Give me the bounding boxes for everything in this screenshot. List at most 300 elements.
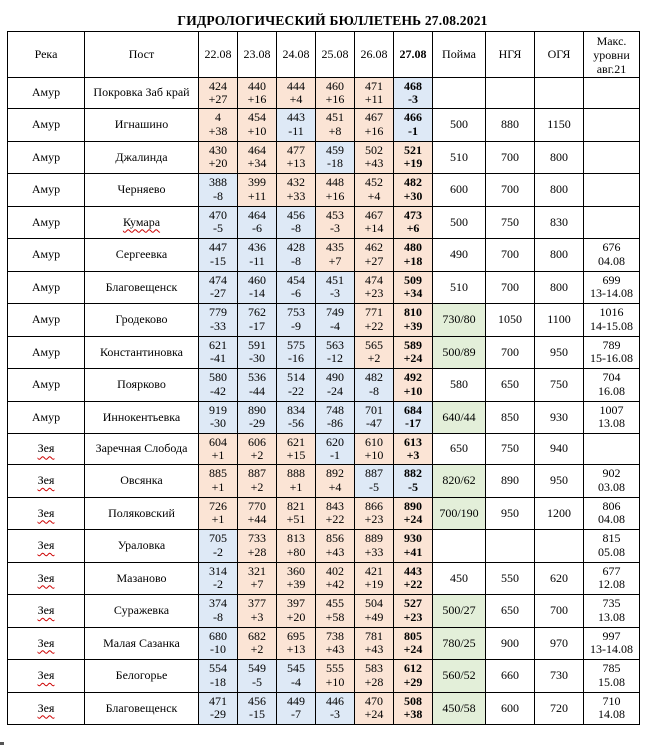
post-cell: Суражевка [85,595,199,628]
level-value: 360 [287,563,305,578]
level-cell [277,627,316,660]
level-change: -2 [213,577,223,592]
nya-cell: 750 [486,206,535,239]
post-cell: Мазаново [85,562,199,595]
level-change: +16 [364,123,384,138]
level-change: +10 [247,123,267,138]
header-nya: НГЯ [486,32,535,78]
post-cell: Малая Сазанка [85,627,199,660]
table-row [8,174,640,207]
level-change: -9 [291,318,301,333]
max-cell [584,206,640,239]
level-value: 435 [326,240,344,255]
max-date: 04.08 [598,512,625,527]
level-value: 810 [404,305,422,320]
level-cell [277,78,316,109]
level-change: +3 [406,448,420,462]
table-row [8,271,640,304]
floodplain-cell: 580 [433,369,486,402]
level-change: +43 [364,642,384,657]
level-change: +24 [403,512,423,527]
level-cell [238,369,277,402]
level-change: +39 [403,318,423,333]
table-row [8,497,640,530]
level-value: 888 [287,466,305,481]
level-cell [355,239,394,272]
max-level: 735 [602,596,621,611]
post-cell: Сергеевка [85,239,199,272]
level-value: 589 [404,337,422,352]
nya-cell: 900 [486,627,535,660]
bulletin-title: ГИДРОЛОГИЧЕСКИЙ БЮЛЛЕТЕНЬ 27.08.2021 [177,13,488,28]
nya-cell: 550 [486,562,535,595]
river-cell: Зея [8,530,85,563]
level-value: 555 [326,661,344,676]
level-change: +34 [247,156,267,171]
level-change: +24 [364,707,384,722]
level-cell [238,109,277,142]
oya-cell: 620 [535,562,584,595]
level-cell [316,497,355,530]
oya-cell: 1200 [535,497,584,530]
level-cell [355,530,394,563]
hydro-table [7,31,640,725]
floodplain-cell [433,530,486,563]
level-cell [199,692,238,725]
nya-cell: 890 [486,465,535,498]
level-change: +1 [211,448,225,462]
level-change: +41 [403,544,423,559]
nya-cell: 700 [486,239,535,272]
level-change: +20 [286,609,306,624]
floodplain-cell: 450/58 [433,692,486,725]
max-cell [584,369,640,402]
level-cell [316,627,355,660]
river-cell: Зея [8,434,85,465]
header-date-27: 27.08 [394,32,433,78]
level-cell [238,401,277,434]
level-value: 613 [404,434,422,449]
level-cell [277,434,316,465]
nya-cell: 950 [486,497,535,530]
post-cell: Благовещенск [85,692,199,725]
post-cell: Гродеково [85,304,199,337]
level-change: +80 [286,544,306,559]
level-cell [199,78,238,109]
level-change: -17 [249,318,265,333]
max-level: 676 [602,240,621,255]
level-change: +10 [325,674,345,689]
river-cell: Зея [8,660,85,693]
level-cell [355,465,394,498]
river-cell: Амур [8,109,85,142]
level-cell [316,78,355,109]
level-cell [355,271,394,304]
level-change: -22 [288,383,304,398]
level-value: 474 [209,272,227,287]
floodplain-cell: 640/44 [433,401,486,434]
floodplain-cell: 500 [433,109,486,142]
level-cell [316,401,355,434]
level-cell [355,497,394,530]
level-change: -5 [408,479,418,494]
level-cell [238,627,277,660]
level-change: +4 [328,479,342,494]
level-change: -3 [330,286,340,301]
level-change: +16 [325,92,345,106]
max-level: 815 [602,531,621,546]
level-value: 473 [404,207,422,222]
level-value: 470 [365,693,383,708]
level-value: 565 [365,337,383,352]
level-cell [394,206,433,239]
level-value: 621 [287,434,305,449]
level-change: -3 [330,707,340,722]
level-value: 399 [248,175,266,190]
max-cell [584,562,640,595]
level-cell [355,304,394,337]
level-cell [394,109,433,142]
level-change: -3 [330,221,340,236]
level-cell [238,660,277,693]
level-cell [238,206,277,239]
level-cell [316,239,355,272]
level-cell [238,141,277,174]
level-change: +38 [208,123,228,138]
table-row [8,336,640,369]
level-cell [355,78,394,109]
level-cell [199,595,238,628]
level-value: 771 [365,305,383,320]
level-change: -17 [405,416,421,431]
level-value: 454 [287,272,305,287]
level-value: 821 [287,498,305,513]
level-value: 4 [215,110,221,125]
floodplain-cell: 510 [433,271,486,304]
level-cell [199,336,238,369]
level-change: -6 [291,286,301,301]
level-change: +39 [286,577,306,592]
max-level: 789 [602,337,621,352]
level-change: +34 [403,286,423,301]
level-value: 762 [248,305,266,320]
level-cell [238,434,277,465]
max-cell [584,78,640,109]
level-value: 733 [248,531,266,546]
level-change: -8 [291,221,301,236]
level-cell [277,304,316,337]
level-cell [316,465,355,498]
level-cell [394,434,433,465]
level-value: 705 [209,531,227,546]
max-date: 14.08 [598,707,625,722]
nya-cell [486,78,535,109]
level-cell [355,336,394,369]
level-value: 701 [365,402,383,417]
level-cell [316,434,355,465]
level-value: 890 [248,402,266,417]
level-cell [277,497,316,530]
level-change: +1 [289,479,303,494]
level-value: 467 [365,110,383,125]
level-value: 843 [326,498,344,513]
max-cell [584,530,640,563]
level-cell [199,530,238,563]
header-date-25: 25.08 [316,32,355,78]
level-cell [277,465,316,498]
river-cell: Амур [8,401,85,434]
table-row [8,141,640,174]
level-cell [277,141,316,174]
level-change: -44 [249,383,265,398]
post-cell: Поляковский [85,497,199,530]
level-value: 606 [248,434,266,449]
level-change: +13 [286,642,306,657]
level-change: +23 [364,512,384,527]
level-change: +24 [403,351,423,366]
level-cell [199,174,238,207]
level-change: +38 [403,707,423,722]
floodplain-cell: 780/25 [433,627,486,660]
nya-cell: 750 [486,434,535,465]
level-value: 554 [209,661,227,676]
level-change: +49 [364,609,384,624]
header-max: Макс. уровни авг.21 [584,32,640,78]
level-cell [277,174,316,207]
max-cell [584,401,640,434]
level-value: 443 [404,563,422,578]
level-value: 549 [248,661,266,676]
level-value: 591 [248,337,266,352]
level-change: +2 [250,448,264,462]
level-change: +16 [325,188,345,203]
level-value: 451 [326,110,344,125]
level-value: 612 [404,661,422,676]
level-change: -11 [288,123,304,138]
level-value: 695 [287,628,305,643]
nya-cell: 700 [486,174,535,207]
nya-cell: 660 [486,660,535,693]
level-change: +19 [364,577,384,592]
level-change: +4 [367,188,381,203]
level-value: 402 [326,563,344,578]
level-change: -8 [213,188,223,203]
nya-cell: 1050 [486,304,535,337]
level-change: -4 [330,318,340,333]
level-cell [355,109,394,142]
level-cell [316,336,355,369]
level-value: 474 [365,272,383,287]
level-cell [394,562,433,595]
level-cell [199,562,238,595]
level-cell [238,336,277,369]
floodplain-cell: 560/52 [433,660,486,693]
level-change: -2 [213,544,223,559]
level-value: 428 [287,240,305,255]
level-cell [277,562,316,595]
level-cell [199,627,238,660]
post-cell: Кумара [85,206,199,239]
level-change: +43 [325,642,345,657]
level-change: -5 [252,674,262,689]
post-cell: Поярково [85,369,199,402]
header-date-24: 24.08 [277,32,316,78]
max-cell [584,271,640,304]
level-value: 866 [365,498,383,513]
level-cell [394,141,433,174]
level-change: -18 [327,156,343,171]
level-cell [394,401,433,434]
table-row [8,369,640,402]
level-cell [199,206,238,239]
header-floodplain: Пойма [433,32,486,78]
level-change: +33 [286,188,306,203]
level-cell [199,239,238,272]
floodplain-cell: 500 [433,206,486,239]
max-date: 15.08 [598,674,625,689]
level-value: 451 [326,272,344,287]
page-edge-mark [0,742,4,745]
level-change: +1 [211,512,225,527]
level-cell [277,206,316,239]
level-change: -8 [291,253,301,268]
level-cell [199,271,238,304]
river-cell: Зея [8,562,85,595]
river-cell: Зея [8,595,85,628]
level-cell [316,109,355,142]
table-row [8,401,640,434]
level-cell [355,692,394,725]
level-value: 887 [365,466,383,481]
level-value: 466 [404,110,422,125]
level-cell [394,627,433,660]
level-value: 321 [248,563,266,578]
level-change: +10 [364,448,384,462]
level-value: 471 [209,693,227,708]
post-cell: Иннокентьевка [85,401,199,434]
level-change: +22 [364,318,384,333]
level-value: 514 [287,370,305,385]
river-cell: Амур [8,271,85,304]
level-value: 575 [287,337,305,352]
level-value: 454 [248,110,266,125]
level-value: 453 [326,207,344,222]
level-value: 470 [209,207,227,222]
level-value: 436 [248,240,266,255]
level-cell [394,239,433,272]
level-cell [394,497,433,530]
level-cell [394,78,433,109]
level-value: 482 [365,370,383,385]
post-cell: Игнашино [85,109,199,142]
level-value: 464 [248,207,266,222]
level-value: 527 [404,596,422,611]
level-change: -15 [249,707,265,722]
level-value: 448 [326,175,344,190]
level-cell [355,627,394,660]
max-date: 14-15.08 [590,318,633,333]
header-oya: ОГЯ [535,32,584,78]
level-value: 432 [287,175,305,190]
level-cell [238,174,277,207]
max-date: 05.08 [598,544,625,559]
river-cell: Амур [8,304,85,337]
level-change: +29 [403,674,423,689]
river-cell: Амур [8,174,85,207]
level-change: +16 [247,92,267,106]
level-value: 462 [365,240,383,255]
level-value: 459 [326,142,344,157]
river-cell: Зея [8,627,85,660]
level-change: +11 [247,188,267,203]
level-cell [238,595,277,628]
max-date: 12.08 [598,577,625,592]
level-cell [277,109,316,142]
level-value: 680 [209,628,227,643]
level-value: 502 [365,142,383,157]
level-value: 443 [287,110,305,125]
level-change: +58 [325,609,345,624]
level-cell [394,530,433,563]
max-level: 1007 [599,402,624,417]
level-value: 314 [209,563,227,578]
level-change: -56 [288,416,304,431]
table-row [8,530,640,563]
max-date: 13.08 [598,609,625,624]
level-value: 460 [326,78,344,93]
oya-cell: 1150 [535,109,584,142]
oya-cell: 970 [535,627,584,660]
level-change: +10 [403,383,423,398]
table-row [8,465,640,498]
level-change: -33 [210,318,226,333]
level-cell [199,465,238,498]
level-change: +6 [406,221,420,236]
max-level: 902 [602,466,621,481]
level-value: 781 [365,628,383,643]
level-change: -27 [210,286,226,301]
max-date: 03.08 [598,479,625,494]
level-change: -11 [249,253,265,268]
level-change: -7 [291,707,301,722]
max-level: 997 [602,628,621,643]
level-value: 467 [365,207,383,222]
level-change: -29 [210,707,226,722]
max-level: 785 [602,661,621,676]
level-cell [394,271,433,304]
nya-cell: 700 [486,336,535,369]
level-value: 834 [287,402,305,417]
level-change: +51 [286,512,306,527]
level-cell [316,595,355,628]
level-cell [199,369,238,402]
level-value: 882 [404,466,422,481]
level-change: +23 [403,609,423,624]
level-value: 610 [365,434,383,449]
level-change: +20 [208,156,228,171]
max-date: 16.08 [598,383,625,398]
level-cell [199,141,238,174]
level-value: 456 [248,693,266,708]
level-value: 749 [326,305,344,320]
oya-cell: 800 [535,271,584,304]
level-value: 504 [365,596,383,611]
max-date: 04.08 [598,253,625,268]
river-cell: Амур [8,239,85,272]
level-value: 377 [248,596,266,611]
level-cell [199,401,238,434]
level-cell [316,304,355,337]
